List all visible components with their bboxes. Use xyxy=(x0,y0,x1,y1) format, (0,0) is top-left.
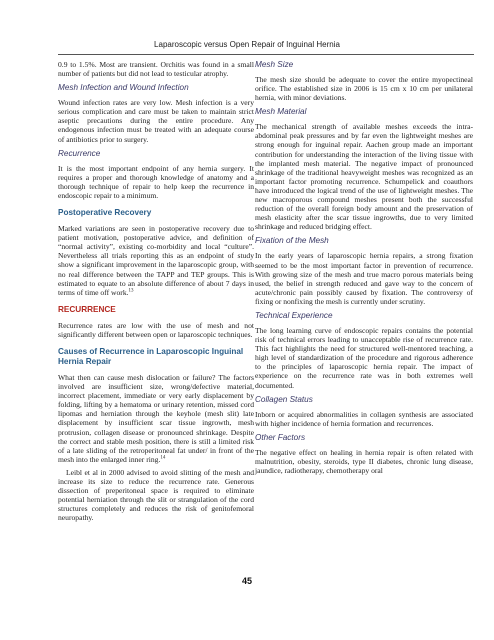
heading-recurrence: Recurrence xyxy=(58,148,101,158)
heading-mesh-size: Mesh Size xyxy=(255,60,294,69)
heading-recurrence-section: RECURRENCE xyxy=(58,304,116,314)
paragraph-fixation: In the early years of laparoscopic hernia repairs, a strong fixation seemed to be the most important factor in prevention of recurrence. With growing size of the mesh and true macro porous materials being used, the belief in strength reduced and gave way to the concern of acute/chronic pain possibly caused by fixation. The controversy of fixing or nonfixing the mesh is currently under scrutiny. xyxy=(255,251,473,306)
right-column xyxy=(255,60,473,479)
heading-wound-infection: Mesh Infection and Wound Infection xyxy=(58,83,189,93)
heading-causes-of-recurrence: Causes of Recurrence in Laparoscopic Inguinal Hernia Repair xyxy=(58,346,244,366)
paragraph-leibl: Leibl et al in 2000 advised to avoid slitting of the mesh and increase its size to reduce the recurrence rate. Generous dissection of preperitoneal space is required to eliminate potential herniation through the slit or strangulation of the cord structures completely and reduces the risk of genitofemoral neuropathy. xyxy=(58,467,254,523)
heading-mesh-material: Mesh Material xyxy=(255,107,307,117)
paragraph-intro: 0.9 to 1.5%. Most are transient. Orchitis was found in a small number of patients but did not lead to testicular atrophy. xyxy=(58,60,254,79)
heading-other-factors: Other Factors xyxy=(255,432,306,442)
header-rule xyxy=(58,54,474,55)
heading-fixation: Fixation of the Mesh xyxy=(255,236,329,246)
paragraph-other-factors: The negative effect on healing in hernia repair is often related with malnutrition, obesity, steroids, type II diabetes, chronic lung disease, jaundice, radiotherapy, chemotherapy oral xyxy=(255,447,473,475)
paragraph-mesh-size: The mesh size should be adequate to cover the entire myopectineal orifice. The established size in 2006 is 15 cm x 10 cm per unilateral hernia, with minor deviations. xyxy=(255,75,473,103)
paragraph-causes xyxy=(58,373,254,464)
paragraph-postoperative-recovery xyxy=(58,224,254,297)
running-head: Laparoscopic versus Open Repair of Inguinal Hernia xyxy=(154,40,340,49)
paragraph-wound-infection: Wound infection rates are very low. Mesh infection is a very serious complication and care must be taken to maintain strict aseptic precautions during the entire procedure. Any endogenous infection must be treated with an adequate course of antibiotics prior to surgery. xyxy=(58,98,254,144)
causes-text: What then can cause mesh dislocation or failure? The factors involved are insufficient size, wrong/defective material, incorrect placement, immediate or very early displacement by folding, lifting by a hematoma or urinary retention, missed cord lipomas and herniation through the keyhole (mesh slit) late displacement by insufficient scar tissue ingrowth, mesh protrusion, collagen disease or pronounced shrinkage. Despite the correct and stable mesh position, there is still a limited risk of a late sliding of the retroperitoneal fat under/ in front of the mesh into the enlarged inner ring. xyxy=(58,372,254,464)
paragraph-technical-experience: The long learning curve of endoscopic repairs contains the potential risk of technical errors leading to unacceptable rise of recurrence rate. This fact highlights the need for structured well-mentored teaching, a high level of standardization of the procedure and rigorous adherence to the principles of laparoscopic hernia repair. The impact of experience on the recurrence rate was in both extremes well documented. xyxy=(255,325,473,390)
heading-technical-experience: Technical Experience xyxy=(255,310,333,320)
postop-text: Marked variations are seen in postoperative recovery due to patient motivation, postoperative advice, and definition of “normal activity”, existing co-morbidity and local “culture”. Nevertheless all trials reporting this as an endpoint of study show a significant improvement in the laparoscopic group, with no real difference between the TAPP and TEP groups. This is estimated to equate to an absolute difference of about 7 days in terms of time off work. xyxy=(58,224,254,297)
left-column xyxy=(58,60,254,526)
reference-13: 13 xyxy=(128,288,134,294)
heading-collagen-status: Collagen Status xyxy=(255,394,313,404)
page-number: 45 xyxy=(241,576,252,586)
paragraph-mesh-material: The mechanical strength of available meshes exceeds the intra-abdominal peak pressures and by far even the lightweight meshes are strong enough for inguinal repair. Aachen group made an important contribution for understanding the interaction of the living tissue with the implanted mesh material. The negative impact of pronounced shrinkage of the traditional heavyweight meshes was recognized as an important factor promoting recurrence. Schumpelick and coauthors have introduced the logical trend of the use of lightweight meshes. The new macroporous compound meshes present both the successful reduction of the overall foreign body amount and the preservation of mesh elasticity after the scar tissue ingrowths, due to very limited shrinkage and reduced bridging effect. xyxy=(255,122,473,232)
paragraph-recurrence-rates: Recurrence rates are low with the use of mesh and not significantly different between open or laparoscopic techniques. xyxy=(58,320,254,339)
paragraph-collagen-status: Inborn or acquired abnormalities in collagen synthesis are associated with higher incidence of hernia formation and recurrences. xyxy=(255,409,473,428)
reference-14: 14 xyxy=(160,455,166,461)
heading-postoperative-recovery: Postoperative Recovery xyxy=(58,208,152,218)
paragraph-recurrence: It is the most important endpoint of any hernia surgery. It requires a proper and thorough knowledge of anatomy and a thorough technique of repair to help keep the recurrence in endoscopic repair to a minimum. xyxy=(58,163,254,200)
